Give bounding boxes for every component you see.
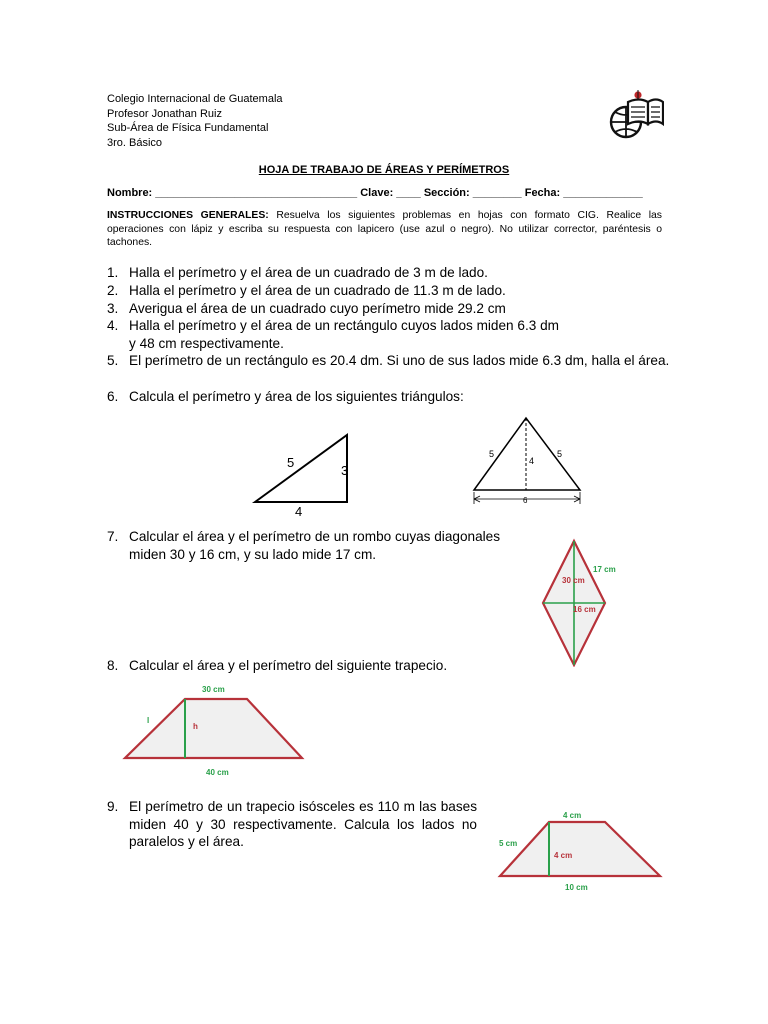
- subject-area: Sub-Área de Física Fundamental: [107, 122, 269, 134]
- rhombus-d1-label: 30 cm: [562, 576, 585, 585]
- instructions-text: Resuelva los siguientes problemas en hojas con formato CIG. Realice las operaciones con lápiz y escriba su respuesta con lapicero (use azul o negro). No utilizar corrector, paréntesis o tachones.: [107, 210, 662, 249]
- trapezoid-figure-2: [495, 805, 685, 895]
- question-8: 8. Calcular el área y el perímetro del siguiente trapecio.: [107, 658, 448, 673]
- question-1: 1. Halla el perímetro y el área de un cuadrado de 3 m de lado.: [107, 265, 488, 280]
- trapezoid1-bottom-label: 40 cm: [206, 768, 229, 777]
- question-5: 5. El perímetro de un rectángulo es 20.4 dm. Si uno de sus lados mide 6.3 dm, halla el área.: [107, 353, 670, 368]
- rhombus-side-label: 17 cm: [593, 565, 616, 574]
- question-3: 3. Averigua el área de un cuadrado cuyo perímetro mide 29.2 cm: [107, 301, 506, 316]
- trapezoid2-height-label: 4 cm: [554, 851, 573, 860]
- isosceles-triangle-figure: [465, 412, 590, 512]
- grade-level: 3ro. Básico: [107, 136, 163, 149]
- student-fields-line: Nombre: _________________________________ Clave: ____ Sección: ________ Fecha: _____________: [107, 187, 643, 199]
- question-2: 2. Halla el perímetro y el área de un cuadrado de 11.3 m de lado.: [107, 283, 506, 298]
- worksheet-title: HOJA DE TRABAJO DE ÁREAS Y PERÍMETROS: [258, 164, 510, 176]
- trapezoid2-side-label: 5 cm: [499, 839, 518, 848]
- iso-triangle-base-label: 6: [523, 496, 528, 505]
- trapezoid-figure-1: [120, 680, 310, 780]
- question-4: 4. Halla el perímetro y el área de un rectángulo cuyos lados miden 6.3 dm y 48 cm respectivamente.: [107, 318, 559, 351]
- right-triangle-figure: [245, 425, 365, 517]
- right-triangle-hyp-label: 5: [287, 455, 295, 470]
- trapezoid1-height-label: h: [193, 722, 198, 731]
- school-header: [107, 92, 283, 150]
- trapezoid2-bottom-label: 10 cm: [565, 883, 588, 892]
- trapezoid1-side-label: l: [147, 716, 150, 725]
- iso-triangle-left-label: 5: [489, 449, 495, 459]
- school-logo: [606, 88, 664, 142]
- right-triangle-base-label: 4: [295, 504, 303, 517]
- iso-triangle-right-label: 5: [557, 449, 563, 459]
- rhombus-figure: [535, 537, 630, 667]
- question-6: 6. Calcula el perímetro y área de los siguientes triángulos:: [107, 389, 464, 404]
- right-triangle-height-label: 3: [341, 463, 349, 478]
- trapezoid1-top-label: 30 cm: [202, 685, 225, 694]
- instructions: [107, 209, 662, 250]
- rhombus-d2-label: 16 cm: [573, 605, 596, 614]
- iso-triangle-height-label: 4: [529, 456, 535, 466]
- trapezoid2-top-label: 4 cm: [563, 811, 582, 820]
- question-7: 7. Calcular el área y el perímetro de un rombo cuyas diagonales miden 30 y 16 cm, y su lado mide 17 cm.: [107, 529, 501, 562]
- instructions-label: INSTRUCCIONES GENERALES:: [107, 210, 269, 221]
- question-9: 9. El perímetro de un trapecio isósceles es 110 m las bases miden 40 y 30 respectivamente. Calcula los lados no paralelos y el área.: [107, 799, 477, 849]
- school-name: Colegio Internacional de Guatemala: [107, 93, 283, 105]
- teacher-name: Profesor Jonathan Ruiz: [107, 107, 222, 120]
